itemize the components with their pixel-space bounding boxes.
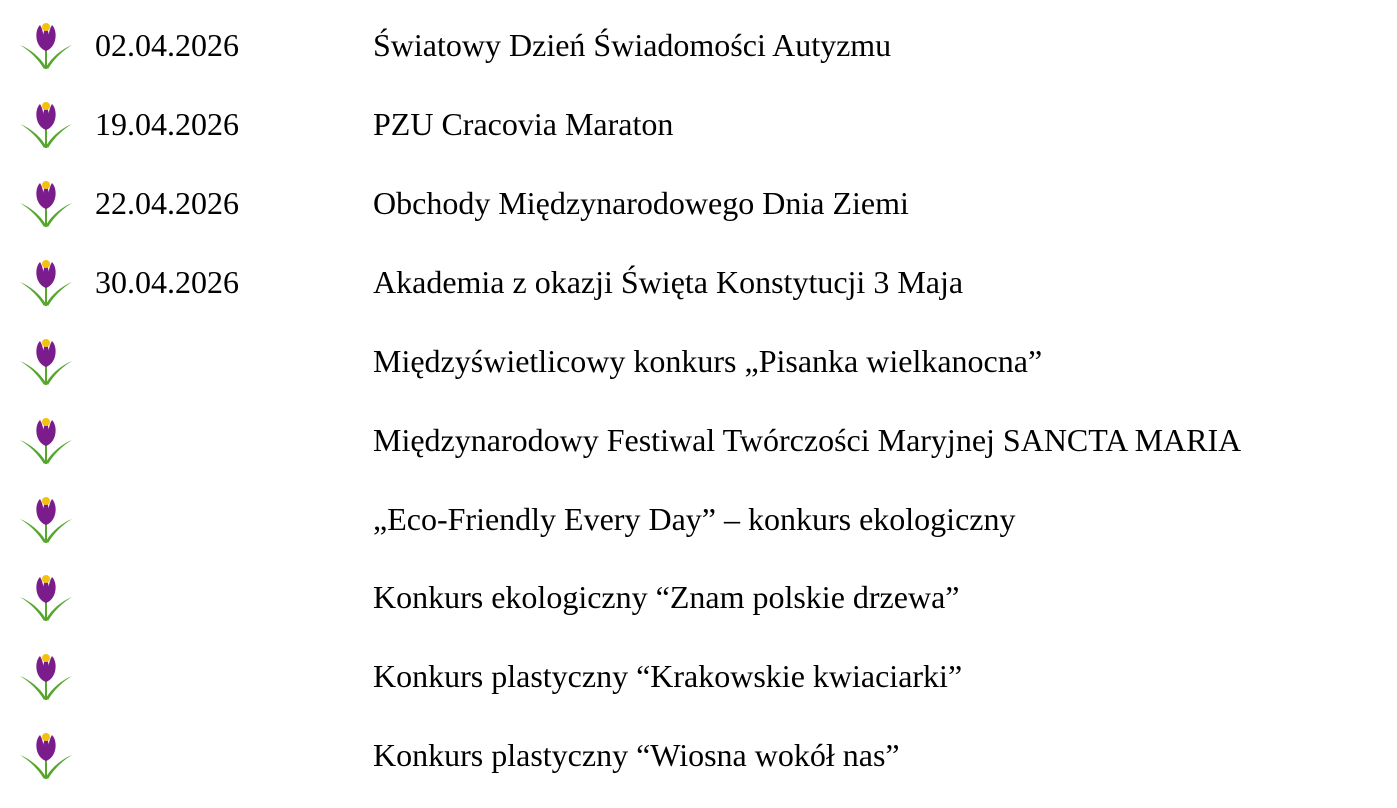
event-title: Konkurs plastyczny “Wiosna wokół nas” [373,737,900,773]
event-row [0,252,1397,312]
crocus-flower-icon [18,495,74,545]
event-date: 02.04.2026 [95,27,239,63]
event-title: Konkurs plastyczny “Krakowskie kwiaciarki” [373,658,963,694]
event-row [0,410,1397,470]
event-date: 30.04.2026 [95,264,239,300]
event-row [0,725,1397,785]
crocus-flower-icon [18,21,74,71]
crocus-flower-icon [18,652,74,702]
event-title: Akademia z okazji Święta Konstytucji 3 Maja [373,264,964,300]
event-title: Międzynarodowy Festiwal Twórczości Maryjnej SANCTA MARIA [373,422,1242,458]
crocus-flower-icon [18,337,74,387]
event-title: Międzyświetlicowy konkurs „Pisanka wielkanocna” [373,343,1043,379]
crocus-flower-icon [18,416,74,466]
crocus-flower-icon [18,731,74,781]
event-date: 19.04.2026 [95,106,239,142]
crocus-flower-icon [18,573,74,623]
event-title: Światowy Dzień Świadomości Autyzmu [373,27,892,63]
event-title: Obchody Międzynarodowego Dnia Ziemi [373,185,909,221]
crocus-flower-icon [18,100,74,150]
event-title: „Eco-Friendly Every Day” – konkurs ekologiczny [373,501,1016,537]
event-row [0,173,1397,233]
crocus-flower-icon [18,179,74,229]
event-row [0,94,1397,154]
event-row [0,15,1397,75]
crocus-flower-icon [18,258,74,308]
event-row [0,567,1397,627]
event-title: Konkurs ekologiczny “Znam polskie drzewa” [373,579,960,615]
event-date: 22.04.2026 [95,185,239,221]
event-title: PZU Cracovia Maraton [373,106,674,142]
event-row [0,646,1397,706]
event-row [0,331,1397,391]
event-row [0,489,1397,549]
